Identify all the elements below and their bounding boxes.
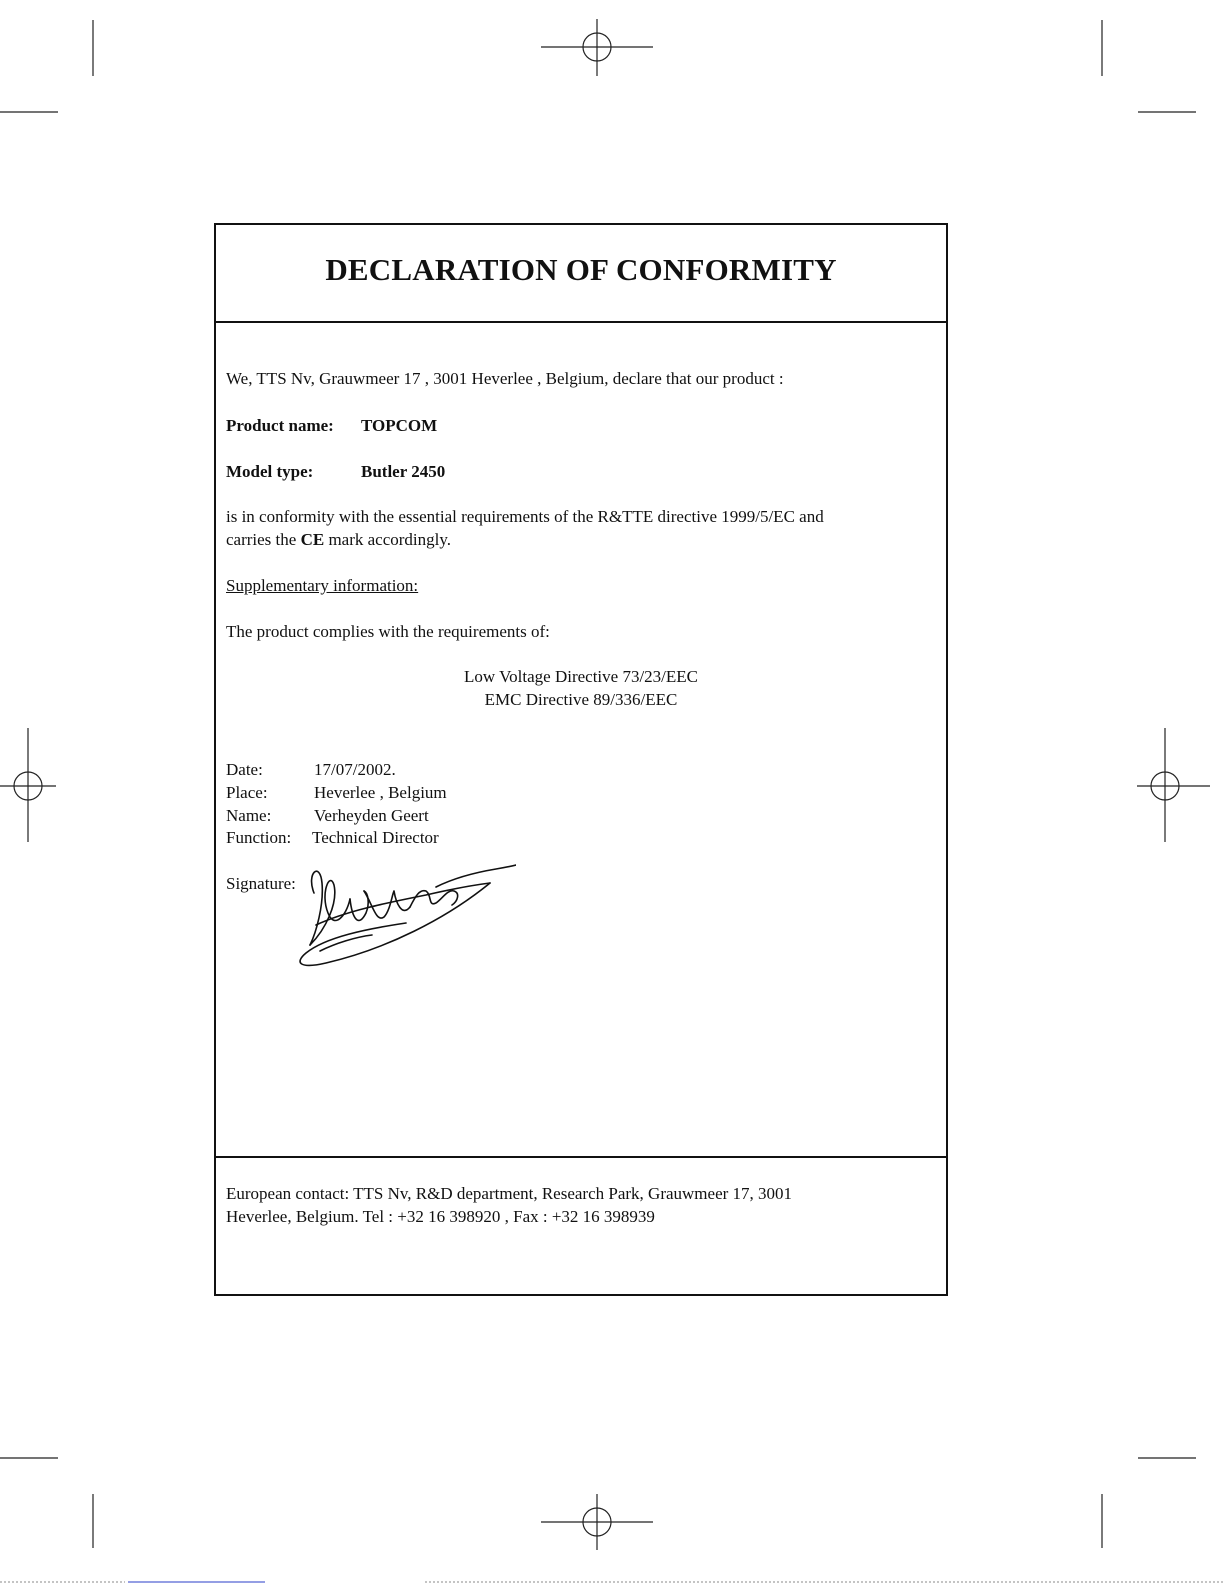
place-label: Place: xyxy=(226,783,268,802)
header-box xyxy=(216,225,946,323)
function-label: Function: xyxy=(226,828,292,847)
complies-statement: The product complies with the requirements of: xyxy=(226,622,550,641)
footer-box xyxy=(216,1158,946,1293)
name-value: Verheyden Geert xyxy=(314,806,429,825)
footer-line-1: European contact: TTS Nv, R&D department, Research Park, Grauwmeer 17, 3001 xyxy=(226,1184,793,1203)
conformity-statement-line-1: is in conformity with the essential requirements of the R&TTE directive 1999/5/EC and xyxy=(226,507,824,526)
date-label: Date: xyxy=(226,760,263,779)
conformity-statement-line-2 xyxy=(226,529,451,551)
product-name-value: TOPCOM xyxy=(361,416,438,435)
directive-low-voltage: Low Voltage Directive 73/23/EEC xyxy=(463,667,699,686)
intro-statement: We, TTS Nv, Grauwmeer 17 , 3001 Heverlee , Belgium, declare that our product : xyxy=(226,369,784,388)
declaration-body xyxy=(216,323,946,1158)
european-contact xyxy=(226,1182,926,1228)
name-label: Name: xyxy=(226,806,272,825)
directive-item xyxy=(216,689,946,711)
date-value: 17/07/2002. xyxy=(314,760,396,779)
ce-mark-text: CE xyxy=(300,530,325,549)
registration-mark-left xyxy=(0,728,56,842)
conformity-post-text: mark accordingly. xyxy=(328,530,452,549)
registration-mark-right xyxy=(1137,728,1210,842)
product-name-label: Product name: xyxy=(226,416,334,435)
registration-mark-top xyxy=(541,19,653,76)
model-type-value: Butler 2450 xyxy=(361,462,446,481)
declaration-frame xyxy=(214,223,948,1296)
conformity-pre-text: carries the xyxy=(226,530,297,549)
signature-label: Signature: xyxy=(226,874,296,893)
directive-item xyxy=(216,666,946,688)
supplementary-heading: Supplementary information: xyxy=(226,576,419,595)
document-title: DECLARATION OF CONFORMITY xyxy=(325,252,837,287)
function-value: Technical Director xyxy=(312,828,439,847)
signature-drawing xyxy=(276,833,516,973)
directive-emc: EMC Directive 89/336/EEC xyxy=(484,690,678,709)
place-value: Heverlee , Belgium xyxy=(314,783,447,802)
registration-mark-bottom xyxy=(541,1494,653,1550)
footer-line-2: Heverlee, Belgium. Tel : +32 16 398920 , Fax : +32 16 398939 xyxy=(226,1207,655,1226)
model-type-label: Model type: xyxy=(226,462,314,481)
